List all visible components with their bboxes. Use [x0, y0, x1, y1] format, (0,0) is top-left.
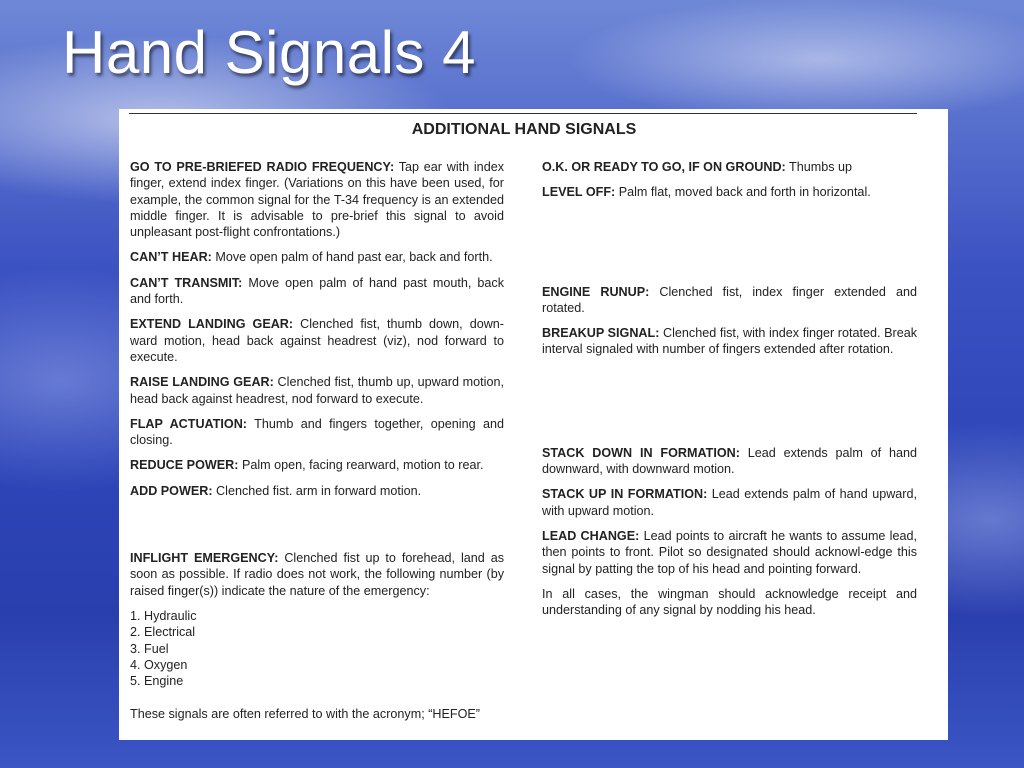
signal-entry — [130, 457, 504, 473]
closing-note: In all cases, the wingman should acknowledge receipt and understanding of any signal by nodding his head. — [542, 586, 917, 618]
signal-term: FLAP ACTUATION: — [130, 416, 247, 431]
list-item: 1. Hydraulic — [130, 608, 197, 623]
signal-entry — [130, 275, 504, 308]
signal-term: CAN’T TRANSMIT: — [130, 275, 243, 290]
signal-description: Move open palm of hand past ear, back and forth. — [211, 250, 493, 265]
signal-term: GO TO PRE-BRIEFED RADIO FREQUENCY: — [130, 160, 395, 174]
signal-description: Clenched fist, index finger extended and rotated. — [542, 284, 917, 315]
signal-description: Clenched fist, with index finger rotated. Break interval signaled with number of fingers extended after rotation. — [542, 326, 917, 357]
list-item: 3. Fuel — [130, 641, 169, 656]
signal-term: RAISE LANDING GEAR: — [130, 375, 274, 390]
signal-entry — [542, 159, 917, 175]
slide-title: Hand Signals 4 — [62, 19, 476, 86]
signal-description: Lead extends palm of hand upward, with upward motion. — [542, 487, 917, 518]
signal-description: Clenched fist, thumb up, upward motion, head back against headrest, nod forward to execute. — [130, 375, 504, 406]
signal-entry — [130, 249, 504, 265]
document-heading: ADDITIONAL HAND SIGNALS — [411, 121, 637, 138]
signal-term: STACK DOWN IN FORMATION: — [542, 445, 740, 460]
signal-entry — [130, 159, 504, 240]
list-item: 2. Electrical — [130, 625, 196, 640]
signal-description: Lead extends palm of hand downward, with downward motion. — [542, 445, 917, 477]
signal-entry — [542, 486, 917, 519]
signal-description: Thumb and fingers together, opening and closing. — [130, 416, 504, 448]
signal-term: ENGINE RUNUP: — [542, 284, 650, 299]
left-column — [130, 159, 504, 723]
top-rule — [129, 113, 917, 114]
list-item: 5. Engine — [130, 674, 184, 689]
signal-term: REDUCE POWER: — [130, 458, 239, 473]
signal-term: STACK UP IN FORMATION: — [542, 487, 708, 502]
signal-term: LEAD CHANGE: — [542, 528, 640, 543]
signal-description: Move open palm of hand past mouth, back and forth. — [130, 275, 504, 307]
signal-term: BREAKUP SIGNAL: — [542, 326, 660, 341]
signal-description: Clenched fist up to forehead, land as soon as possible. If radio does not work, the following number (by raised finger(s)) indicate the nature of the emergency: — [130, 551, 504, 598]
signal-entry — [542, 284, 917, 317]
right-column — [542, 159, 917, 627]
signal-entry — [130, 483, 504, 499]
signal-term: O.K. OR READY TO GO, IF ON GROUND: — [542, 160, 786, 174]
signal-term: INFLIGHT EMERGENCY: — [130, 551, 279, 566]
signal-entry — [130, 550, 504, 599]
signal-description: Palm flat, moved back and forth in horizontal. — [615, 185, 871, 200]
list-item: 4. Oxygen — [130, 657, 188, 672]
signal-description: Palm open, facing rearward, motion to rear. — [238, 458, 484, 473]
emergency-list — [130, 608, 504, 689]
signal-term: LEVEL OFF: — [542, 185, 616, 200]
signal-term: EXTEND LANDING GEAR: — [130, 317, 294, 332]
signal-description: Clenched fist, thumb down, down-ward motion, head back against headrest (viz), nod forward to execute. — [130, 317, 504, 364]
signal-description: Clenched fist. arm in forward motion. — [212, 483, 422, 498]
signal-description: Thumbs up — [785, 160, 853, 174]
signal-entry — [130, 416, 504, 449]
signal-term: ADD POWER: — [130, 483, 213, 498]
signal-entry — [542, 445, 917, 478]
signal-entry — [542, 325, 917, 358]
signal-entry — [542, 528, 917, 577]
acronym-note: These signals are often referred to with the acronym; “HEFOE” — [130, 707, 480, 722]
signal-entry — [542, 184, 917, 200]
signal-description: Tap ear with index finger, extend index finger. (Variations on this have been used, for example, the common signal for the T-34 frequency is an extended middle finger. It is advisable to pre-brief this signal to avoid unpleasant post-flight confrontations.) — [130, 160, 504, 240]
signal-entry — [130, 316, 504, 365]
signal-entry — [130, 374, 504, 407]
document-image — [119, 109, 948, 740]
signal-term: CAN’T HEAR: — [130, 250, 212, 265]
signal-description: Lead points to aircraft he wants to assume lead, then points to front. Pilot so designated should acknowl-edge this signal by patting the top of his head and pointing forward. — [542, 528, 917, 576]
